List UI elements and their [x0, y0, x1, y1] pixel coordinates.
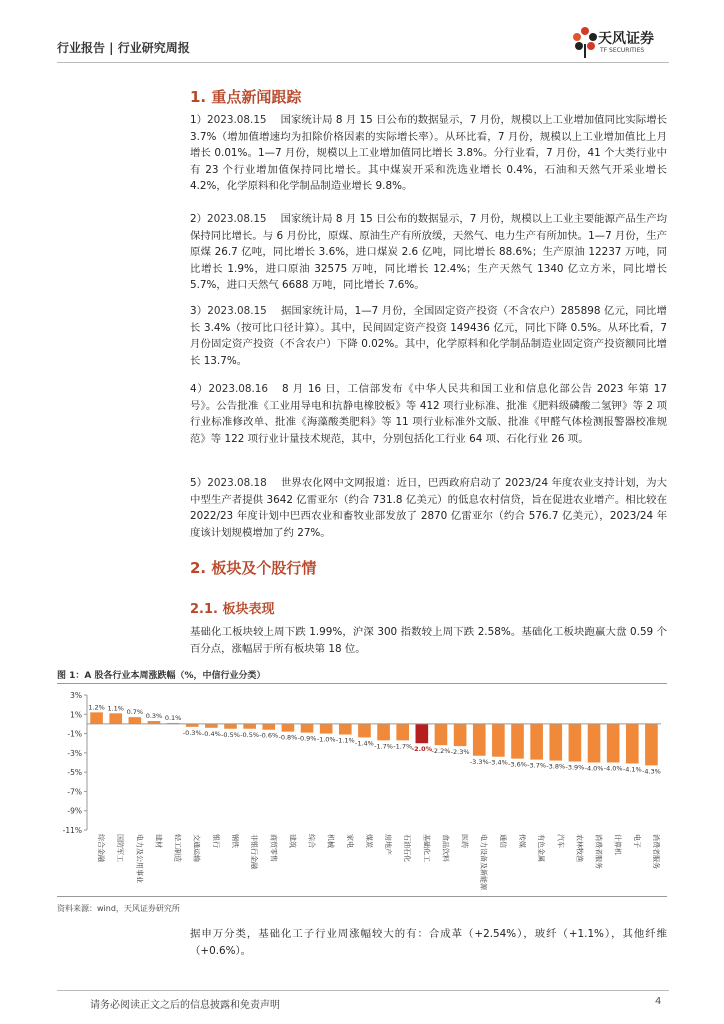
bar — [224, 724, 237, 729]
bar — [492, 724, 505, 757]
category-label: 非银行金融 — [250, 834, 259, 869]
category-label: 钢铁 — [231, 834, 239, 848]
bar — [416, 724, 429, 743]
figure-bottom-divider — [57, 896, 667, 897]
page-number: 4 — [655, 996, 662, 1007]
news-text: 世界农化网中文网报道：近日，巴西政府启动了 2023/24 年度农业支持计划，为大中型生产者提供 3642 亿雷亚尔（约合 731.8 亿美元）的低息农村信贷，旨在促进农业增产。相比较在 2022/23 年度计划中巴西农业和畜牧业部发放了 2870 亿雷亚尔（约合 576.7 亿美元），2023/24 年度该计划规模增加了约 27%。 — [190, 477, 667, 539]
bar — [339, 724, 352, 735]
category-label: 建材 — [154, 834, 163, 848]
news-item-1 — [190, 112, 667, 195]
bar-value-label: -0.5% — [240, 730, 260, 739]
category-label: 轻工制造 — [173, 834, 182, 862]
news-item-2 — [190, 211, 667, 294]
bar-value-label: -3.6% — [508, 760, 527, 769]
category-label: 计算机 — [613, 834, 622, 855]
bar — [530, 724, 543, 760]
bar-value-label: 1.1% — [107, 704, 124, 713]
news-item-5 — [190, 475, 667, 541]
bar-value-label: -0.6% — [259, 731, 279, 740]
bar — [282, 724, 295, 732]
bar — [454, 724, 467, 746]
news-date: 2023.08.15 — [207, 114, 267, 126]
bar-value-label: -4.3% — [642, 767, 661, 776]
category-label: 石油石化 — [403, 834, 412, 862]
bar — [588, 724, 601, 763]
y-tick-label: -1% — [67, 729, 82, 739]
bar-value-label: -0.8% — [278, 733, 298, 742]
y-tick-label: -9% — [67, 806, 82, 816]
figure-source: 资料来源：wind，天风证券研究所 — [57, 904, 180, 913]
category-label: 家电 — [345, 834, 354, 848]
industry-change-bar-chart — [57, 686, 669, 894]
news-item-4 — [190, 381, 667, 447]
bar — [473, 724, 486, 756]
bar-value-label: -2.2% — [431, 747, 451, 756]
y-tick-label: -11% — [62, 826, 82, 835]
bar — [645, 724, 658, 765]
bar — [377, 724, 390, 740]
news-date: 2023.08.15 — [207, 305, 267, 317]
news-date: 2023.08.18 — [207, 477, 267, 489]
category-label: 建筑 — [288, 834, 297, 848]
news-date: 2023.08.16 — [208, 383, 269, 395]
bar — [626, 724, 639, 764]
bar — [569, 724, 582, 762]
category-label: 医药 — [460, 834, 469, 848]
news-index: 1） — [190, 114, 208, 126]
category-label: 电力及公用事业 — [135, 834, 144, 883]
y-tick-label: 1% — [70, 710, 82, 720]
bar — [90, 712, 103, 724]
sub-industry-paragraph: 据申万分类，基础化工子行业周涨幅较大的有：合成革（+2.54%），玻纤（+1.1%），其他纤维（+0.6%）。 — [190, 928, 667, 957]
news-text: 据国家统计局，1—7 月份，全国固定资产投资（不含农户）285898 亿元，同比增长 3.4%（按可比口径计算）。其中，民间固定资产投资 149436 亿元，同比下降 0.5%。从环比看，7 月份固定资产投资（不含农户）下降 0.02%。其中，化学原料和化学制品制造业固定资产投资额同比增长 13.7%。 — [190, 305, 667, 367]
category-label: 机械 — [326, 834, 335, 848]
footer-divider — [57, 990, 669, 991]
y-tick-label: -7% — [67, 787, 82, 797]
bar-value-label: -1.1% — [335, 736, 355, 745]
news-index: 2） — [190, 213, 208, 225]
news-text: 8 月 16 日，工信部发布《中华人民共和国工业和信息化部公告 2023 年第 17 号》。公告批准《工业用导电和抗静电橡胶板》等 412 项行业标准、批准《肥料级磷酸二氢钾》等 2 项行业标准修改单、批准《海藻酸类肥料》等 11 项行业标准外文版、批准《甲醛气体检测报警器校准规范》等 122 项行业计量技术规范，其中，分别包括化工行业 64 项、石化行业 26 项。 — [190, 383, 667, 445]
bar-value-label: -0.4% — [201, 729, 221, 738]
bar-value-label: -3.4% — [488, 758, 508, 767]
bar — [396, 724, 409, 740]
figure-top-divider — [57, 683, 667, 684]
news-index: 3） — [190, 305, 208, 317]
header-divider — [57, 62, 669, 63]
category-label: 电力设备及新能源 — [479, 834, 488, 890]
logo-english-name: TF SECURITIES — [600, 47, 645, 54]
bar — [243, 724, 256, 729]
y-tick-label: 3% — [70, 691, 82, 700]
bar-value-label: -1.7% — [374, 742, 393, 751]
report-type-label: 行业报告 | 行业研究周报 — [57, 41, 190, 55]
section-1-title: 1. 重点新闻跟踪 — [190, 88, 302, 106]
bar-value-label: -4.0% — [584, 764, 604, 773]
disclaimer-text: 请务必阅读正文之后的信息披露和免责声明 — [90, 1000, 280, 1011]
bar — [129, 717, 142, 724]
category-label: 有色金属 — [537, 834, 546, 862]
bar-value-label: -0.3% — [182, 728, 202, 737]
bar-value-label: 0.7% — [126, 708, 144, 717]
y-tick-label: -5% — [67, 768, 82, 778]
news-item-3 — [190, 303, 667, 369]
bar-value-label: -4.1% — [622, 765, 642, 774]
category-label: 综合 — [307, 834, 316, 848]
bar-value-label: -0.5% — [221, 730, 240, 739]
category-label: 房地产 — [384, 834, 393, 855]
category-label: 基础化工 — [422, 834, 431, 862]
bar — [435, 724, 448, 745]
bar-value-label: -4.0% — [603, 764, 623, 773]
news-text: 国家统计局 8 月 15 日公布的数据显示，7 月份，规模以上工业增加值同比实际增长 3.7%（增加值增速均为扣除价格因素的实际增长率）。从环比看，7 月份，规模以上工业增加值比上月增长 0.01%。1—7 月份，规模以上工业增加值同比增长 3.8%。分行业看，7 月份，41 个大类行业中有 23 个行业增加值保持同比增长。其中煤炭开采和洗选业增长 0.4%，石油和天然气开采业增长 4.2%，化学原料和化学制品制造业增长 9.8%。 — [190, 114, 667, 192]
bar-value-label: -1.4% — [355, 739, 374, 748]
bar — [358, 724, 371, 738]
category-label: 综合金融 — [97, 834, 106, 862]
bar — [549, 724, 562, 761]
section-2-1-title: 2.1. 板块表现 — [190, 602, 275, 617]
category-label: 消费者服务 — [651, 834, 660, 869]
bar — [205, 724, 218, 728]
news-text: 国家统计局 8 月 15 日公布的数据显示，7 月份，规模以上工业主要能源产品生产均保持同比增长。与 6 月份比，原煤、原油生产有所放缓，天然气、电力生产有所加快。1—7 月份，生产原煤 26.7 亿吨，同比增长 3.6%，进口煤炭 2.6 亿吨，同比增长 88.6%；生产原油 12237 万吨，同比增长 1.9%，进口原油 32575 万吨，同比增长 12.4%；生产天然气 1340 亿立方米，同比增长 5.7%，进口天然气 6688 万吨，同比增长 7.6%。 — [190, 213, 667, 291]
bar-value-label: -0.9% — [297, 734, 317, 743]
bar — [607, 724, 620, 763]
category-label: 煤炭 — [364, 834, 373, 848]
bar-value-label: 0.1% — [164, 713, 182, 722]
bar-value-label: 0.3% — [145, 712, 163, 721]
news-index: 4） — [190, 383, 209, 395]
category-label: 商贸零售 — [269, 834, 278, 862]
bar-value-label: -3.8% — [546, 762, 566, 771]
category-label: 传媒 — [518, 834, 526, 848]
category-label: 农林牧渔 — [575, 834, 584, 862]
news-date: 2023.08.15 — [207, 213, 267, 225]
news-index: 5） — [190, 477, 208, 489]
bar-value-label: -2.0% — [411, 745, 433, 754]
category-label: 交通运输 — [192, 834, 201, 862]
category-label: 国防军工 — [116, 834, 125, 862]
category-label: 汽车 — [556, 834, 565, 848]
category-label: 消费者服务 — [594, 834, 603, 869]
category-label: 银行 — [211, 834, 220, 848]
bar-value-label: -1.0% — [316, 735, 336, 744]
flower-logo-icon — [572, 26, 598, 60]
bar — [262, 724, 275, 730]
bar — [320, 724, 333, 734]
bar-value-label: -2.3% — [450, 748, 470, 757]
category-label: 通信 — [498, 834, 507, 848]
figure-title: 图 1：A 股各行业本周涨跌幅（%，中信行业分类） — [57, 671, 266, 681]
section-2-title: 2. 板块及个股行情 — [190, 559, 317, 577]
brand-logo — [572, 24, 682, 64]
y-tick-label: -3% — [67, 748, 82, 758]
sector-performance-paragraph: 基础化工板块较上周下跌 1.99%，沪深 300 指数较上周下跌 2.58%。基础化工板块跑赢大盘 0.59 个百分点，涨幅居于所有板块第 18 位。 — [190, 626, 667, 655]
bar — [301, 724, 314, 733]
bar-value-label: 1.2% — [88, 703, 105, 712]
bar-value-label: -3.9% — [565, 763, 585, 772]
bar-value-label: -3.3% — [469, 757, 489, 766]
bar — [109, 713, 122, 724]
bar-value-label: -3.7% — [527, 761, 547, 770]
category-label: 食品饮料 — [441, 834, 450, 862]
bar-value-label: -1.7% — [393, 742, 413, 751]
logo-chinese-name: 天风证券 — [598, 31, 654, 47]
category-label: 电子 — [632, 834, 641, 848]
bar — [511, 724, 524, 759]
